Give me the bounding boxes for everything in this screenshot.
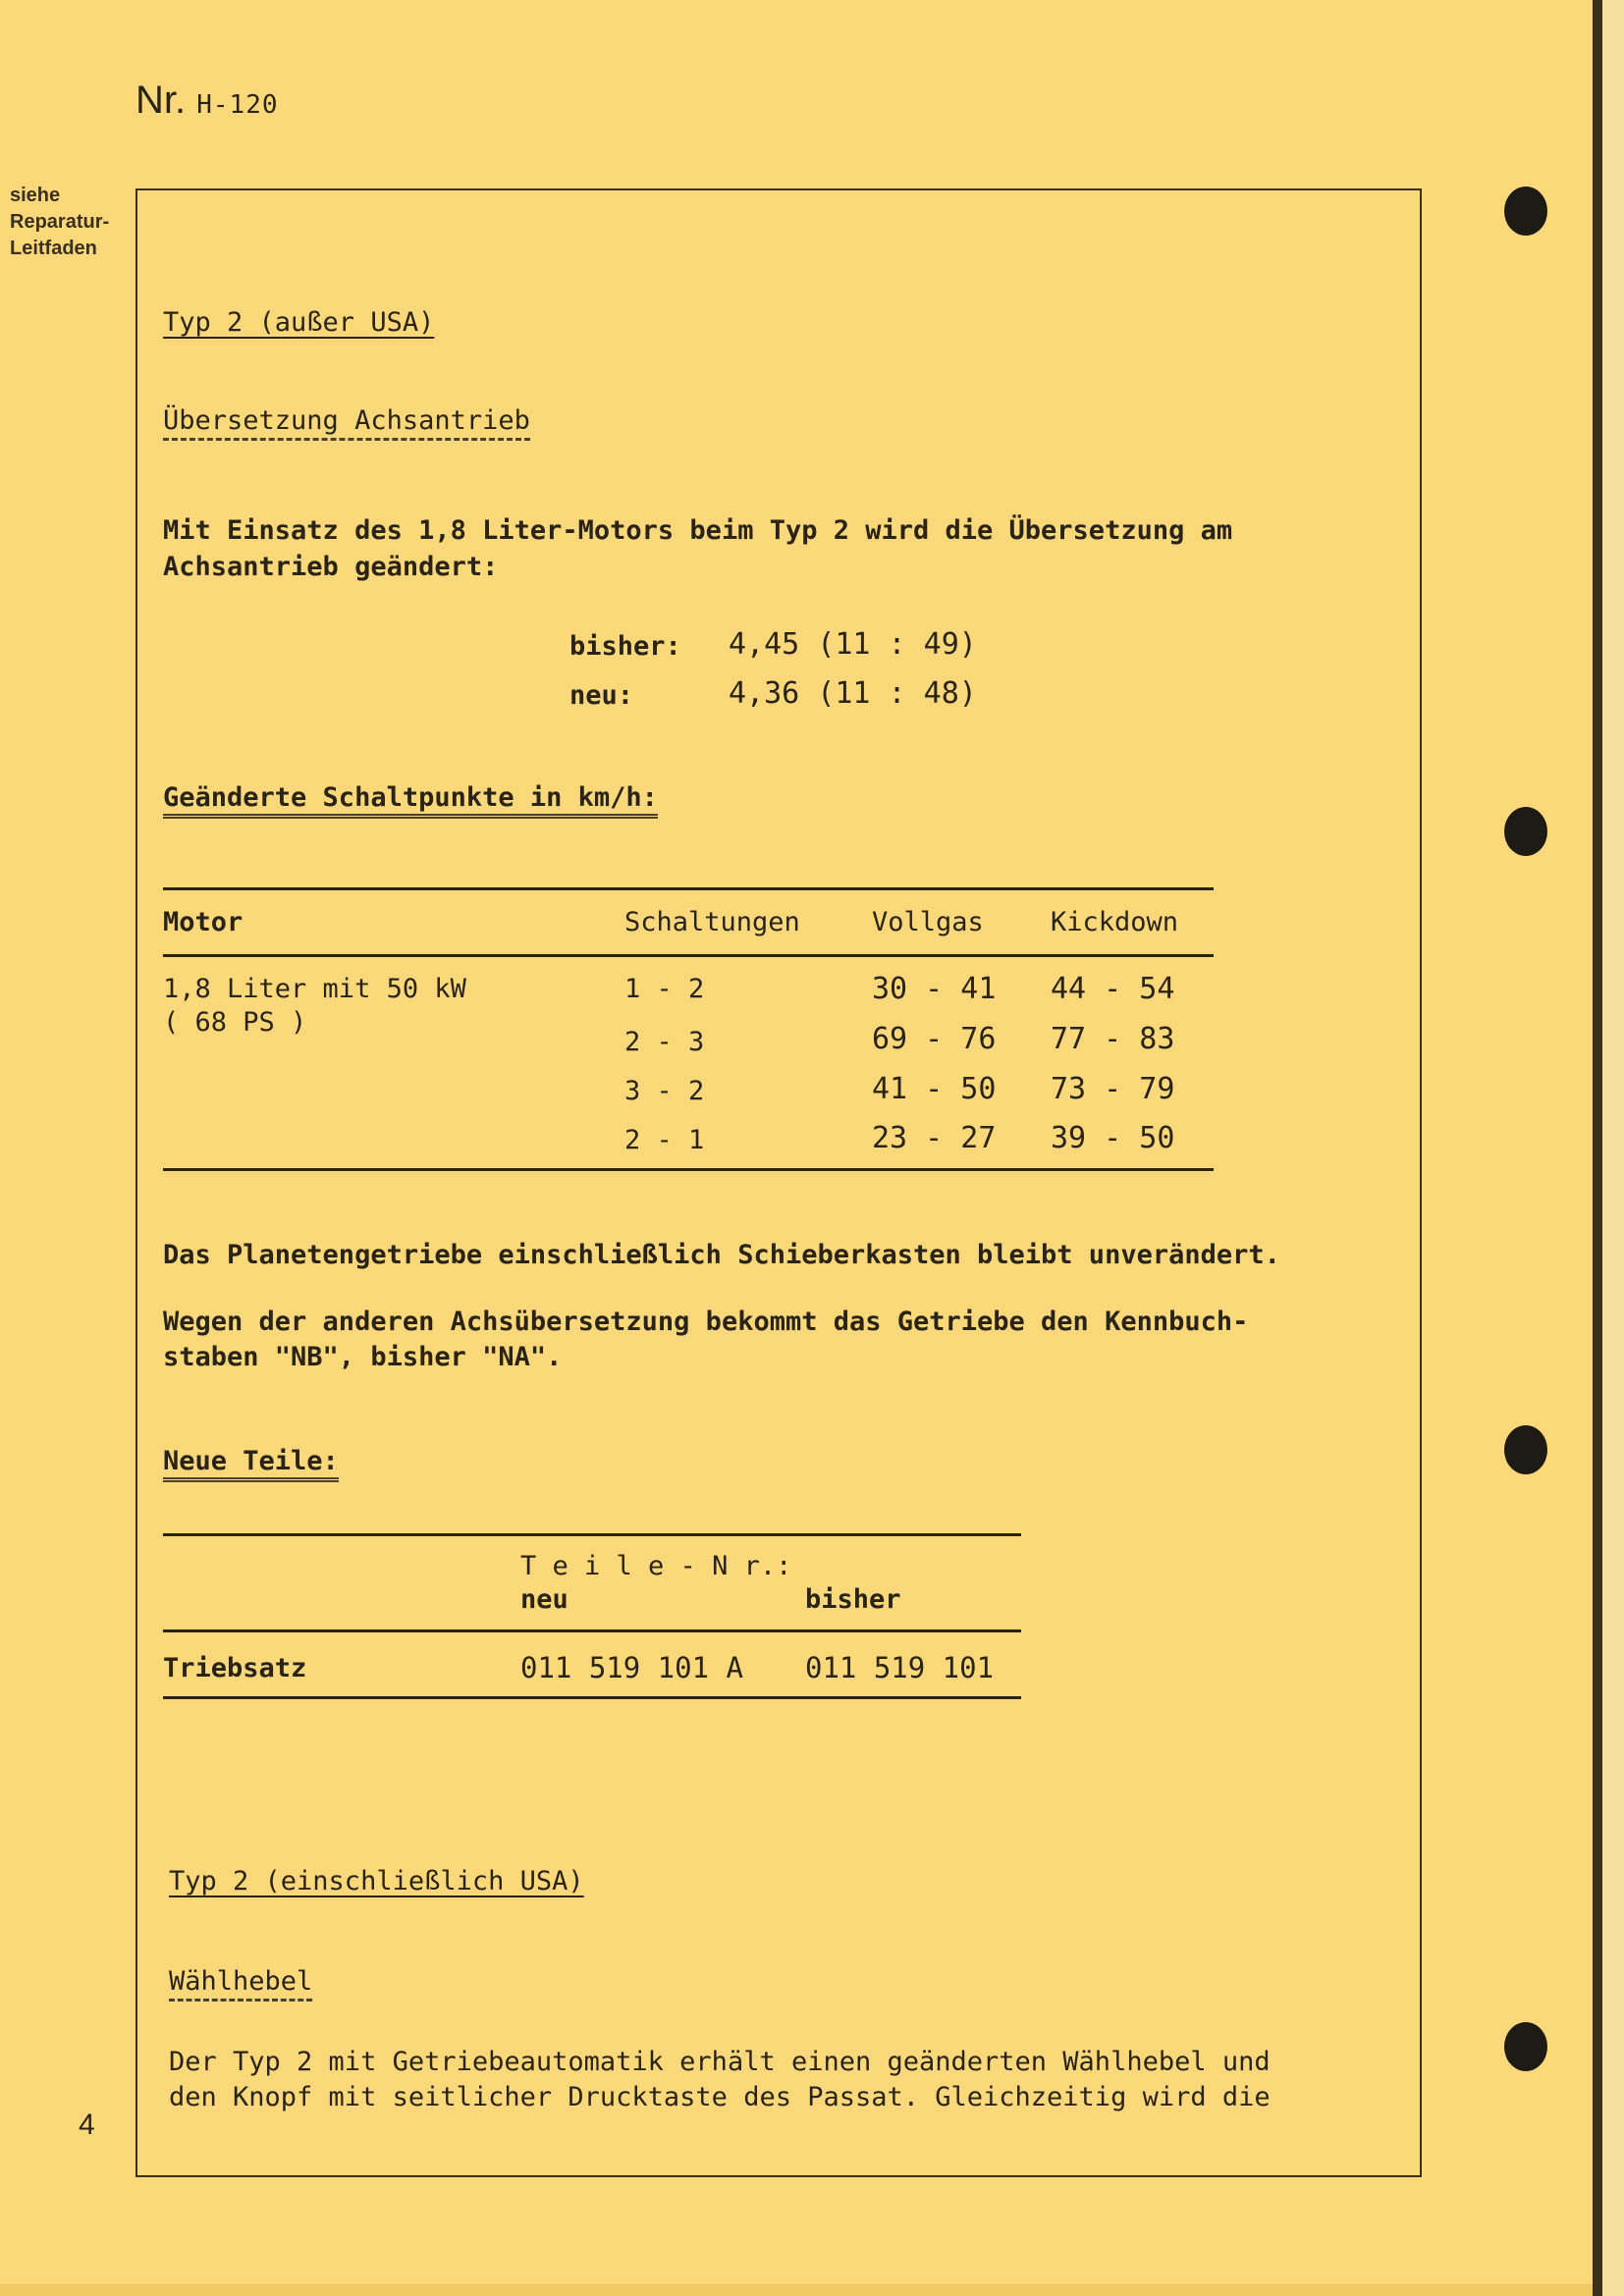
column-header-schaltungen: Schaltungen bbox=[624, 907, 800, 937]
table-cell-kickdown: 44 - 54 bbox=[1051, 972, 1175, 1006]
part-number-new: 011 519 101 A bbox=[520, 1651, 743, 1684]
table-rule bbox=[163, 1168, 1214, 1171]
document-number-value: H-120 bbox=[196, 90, 279, 120]
table-rule bbox=[163, 1533, 1021, 1536]
punch-hole bbox=[1504, 1425, 1547, 1474]
paragraph-line: Mit Einsatz des 1,8 Liter-Motors beim Typ 2 wird die Übersetzung am bbox=[163, 515, 1233, 546]
paragraph-line: Wegen der anderen Achsübersetzung bekommt das Getriebe den Kennbuch- bbox=[163, 1307, 1249, 1337]
column-header-bisher: bisher bbox=[805, 1584, 901, 1615]
part-name: Triebsatz bbox=[163, 1653, 307, 1683]
subtitle-uebersetzung-text: Übersetzung Achsantrieb bbox=[163, 405, 530, 441]
document-number bbox=[135, 79, 279, 123]
subtitle-uebersetzung bbox=[163, 402, 530, 439]
margin-note-line: Leitfaden bbox=[10, 238, 97, 259]
motor-power: ( 68 PS ) bbox=[163, 1007, 307, 1038]
table-rule bbox=[163, 954, 1214, 957]
new-parts-title bbox=[163, 1443, 339, 1479]
section-title-typ2-ausser-usa: Typ 2 (außer USA) bbox=[163, 307, 435, 338]
table-cell-vollgas: 69 - 76 bbox=[872, 1022, 997, 1056]
shift-points-title-text: Geänderte Schaltpunkte in km/h: bbox=[163, 782, 658, 819]
table-cell-vollgas: 23 - 27 bbox=[872, 1121, 997, 1155]
paragraph-line: Achsantrieb geändert: bbox=[163, 552, 499, 582]
table-cell-schaltung: 1 - 2 bbox=[624, 974, 705, 1004]
column-header-kickdown: Kickdown bbox=[1051, 907, 1179, 937]
page-edge bbox=[1602, 0, 1624, 2296]
table-cell-vollgas: 30 - 41 bbox=[872, 972, 997, 1006]
paragraph-line: den Knopf mit seitlicher Drucktaste des Passat. Gleichzeitig wird die bbox=[169, 2082, 1271, 2112]
new-parts-title-text: Neue Teile: bbox=[163, 1446, 339, 1482]
ratio-value-bisher: 4,45 (11 : 49) bbox=[729, 627, 977, 662]
table-cell-kickdown: 73 - 79 bbox=[1051, 1072, 1175, 1106]
parts-group-header: T e i l e - N r.: bbox=[520, 1551, 792, 1581]
page-edge-shadow bbox=[1593, 0, 1602, 2296]
motor-description: 1,8 Liter mit 50 kW bbox=[163, 974, 466, 1004]
part-number-old: 011 519 101 bbox=[805, 1651, 995, 1684]
table-cell-schaltung: 3 - 2 bbox=[624, 1076, 705, 1106]
subtitle-waehlhebel-text: Wählhebel bbox=[169, 1966, 312, 2002]
table-cell-kickdown: 39 - 50 bbox=[1051, 1121, 1175, 1155]
table-cell-schaltung: 2 - 3 bbox=[624, 1027, 705, 1057]
ratio-value-neu: 4,36 (11 : 48) bbox=[729, 676, 977, 711]
table-rule bbox=[163, 1629, 1021, 1632]
table-rule bbox=[163, 887, 1214, 890]
column-header-vollgas: Vollgas bbox=[872, 907, 984, 937]
section-title-typ2-einschl-usa: Typ 2 (einschließlich USA) bbox=[169, 1866, 584, 1896]
table-cell-schaltung: 2 - 1 bbox=[624, 1125, 705, 1155]
margin-note-line: siehe bbox=[10, 185, 61, 206]
table-rule bbox=[163, 1696, 1021, 1699]
punch-hole bbox=[1504, 2022, 1547, 2071]
margin-note bbox=[10, 183, 109, 262]
column-header-neu: neu bbox=[520, 1584, 568, 1615]
ratio-label-neu: neu: bbox=[569, 680, 634, 711]
table-cell-kickdown: 77 - 83 bbox=[1051, 1022, 1175, 1056]
paragraph-line: staben "NB", bisher "NA". bbox=[163, 1342, 563, 1372]
paragraph-planetengetriebe: Das Planetengetriebe einschließlich Schieberkasten bleibt unverändert. bbox=[163, 1240, 1280, 1270]
column-header-motor: Motor bbox=[163, 907, 244, 937]
page-number: 4 bbox=[79, 2109, 95, 2141]
margin-note-line: Reparatur- bbox=[10, 211, 110, 233]
document-number-label: Nr. bbox=[135, 79, 187, 122]
paragraph-line: Der Typ 2 mit Getriebeautomatik erhält einen geänderten Wählhebel und bbox=[169, 2047, 1271, 2077]
ratio-label-bisher: bisher: bbox=[569, 631, 681, 662]
table-cell-vollgas: 41 - 50 bbox=[872, 1072, 997, 1106]
punch-hole bbox=[1504, 187, 1547, 236]
shift-points-title bbox=[163, 779, 658, 816]
punch-hole bbox=[1504, 807, 1547, 856]
subtitle-waehlhebel bbox=[169, 1963, 312, 2000]
